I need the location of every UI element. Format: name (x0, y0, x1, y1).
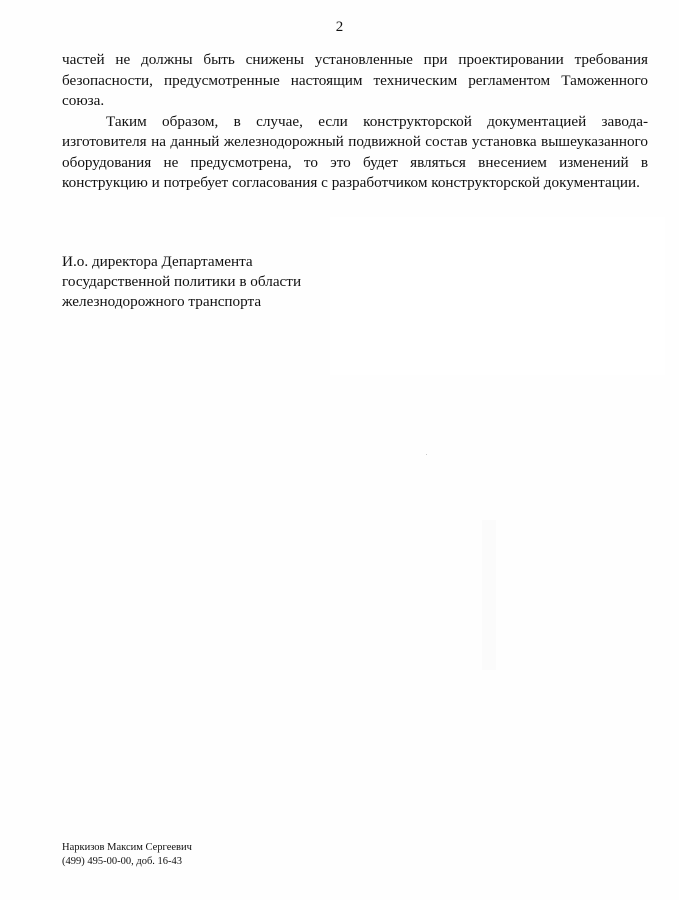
executor-phone: (499) 495-00-00, доб. 16-43 (62, 856, 183, 867)
signatory-line: железнодорожного транспорта (62, 293, 262, 310)
page-number: 2 (335, 19, 344, 35)
redacted-signature-area (330, 217, 665, 375)
paragraph-continuation: частей не должны быть снижены установленные при проектировании требования безопасности, предусмотренные настоящим техническим регламентом Таможенного союза. (62, 51, 648, 109)
scan-artifact (482, 520, 496, 670)
signatory-line: государственной политики в области (62, 273, 302, 290)
executor-name: Наркизов Максим Сергеевич (62, 842, 192, 853)
signatory-line: И.о. директора Департамента (62, 253, 253, 270)
scan-speck (426, 454, 427, 455)
letter-body (62, 50, 648, 194)
signatory-title (62, 252, 332, 312)
executor-info (62, 841, 192, 869)
paragraph-conclusion: Таким образом, в случае, если конструкторской документацией завода-изготовителя на данный железнодорожный подвижной состав установка вышеуказанного оборудования не предусмотрена, то это будет являться внесением изменений в конструкцию и потребует согласования с разработчиком конструкторской документации. (62, 112, 648, 191)
